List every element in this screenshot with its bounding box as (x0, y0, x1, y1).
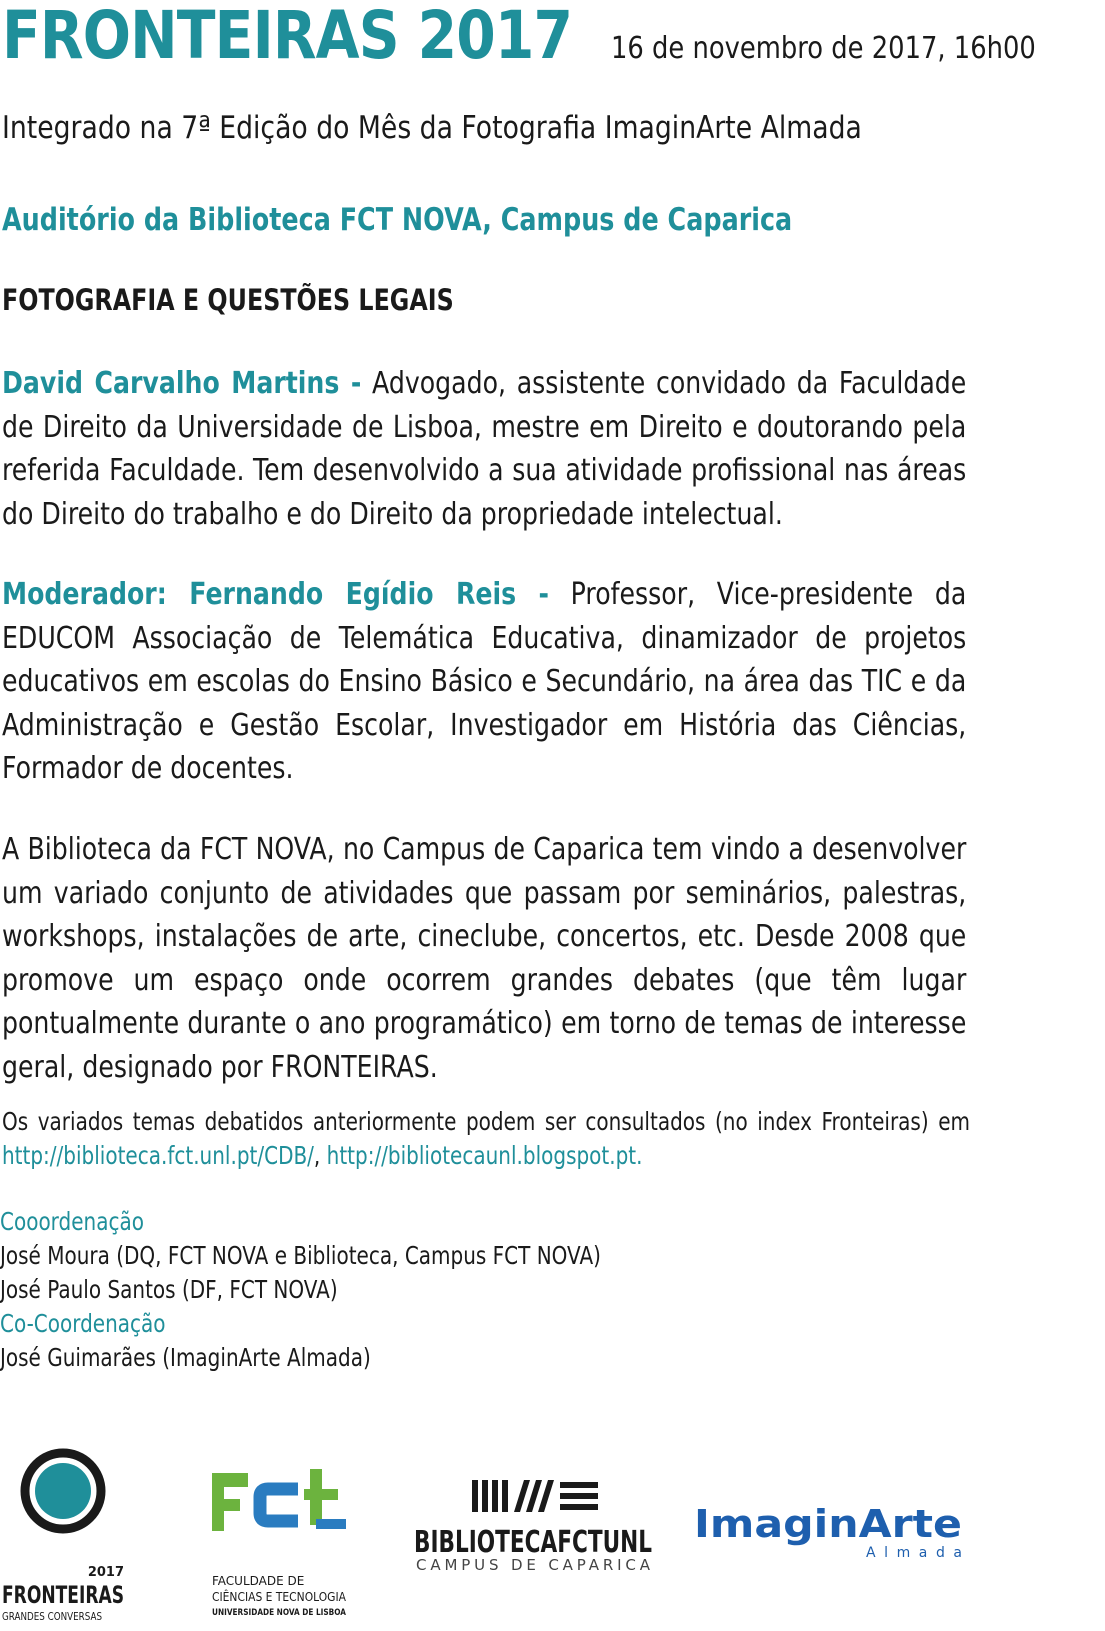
co-coordination-label: Co-Coordenação (0, 1309, 166, 1338)
imaginarte-name: ImaginArte (694, 1502, 962, 1546)
co-coordinator-1: José Guimarães (ImaginArte Almada) (0, 1343, 371, 1372)
speaker-bio: Advogado, assistente convidado da Faculdade de Direito da Universidade de Lisboa, mestre em Direito e doutorando pela referida Faculdade. Tem desenvolvido a sua atividade profissional nas áreas do Direito do trabalho e do Direito da propriedade intelectual. (2, 366, 967, 532)
biblioteca-sub: CAMPUS DE CAPARICA (416, 1556, 650, 1574)
link-separator: , (313, 1141, 327, 1170)
biblioteca-name: BIBLIOTECAFCTUNL (414, 1525, 652, 1560)
previous-text: Os variados temas debatidos anteriormente podem ser consultados (no index Fronteiras) em (2, 1107, 970, 1136)
moderator-bio: Professor, Vice-presidente da EDUCOM Associação de Telemática Educativa, dinamizador de projetos educativos em escolas do Ensino Básico e Secundário, na área das TIC e da Administração e Gestão Escolar, Investigador em História das Ciências, Formador de docentes. (2, 577, 967, 786)
fronteiras-sub: GRANDES CONVERSAS (2, 1610, 103, 1623)
moderator-name: Moderador: Fernando Egídio Reis - (2, 577, 549, 612)
imaginarte-sub: Almada (866, 1545, 962, 1561)
previous-topics (2, 1105, 970, 1173)
coordinator-1: José Moura (DQ, FCT NOVA e Biblioteca, Campus FCT NOVA) (0, 1241, 601, 1270)
topic-heading: FOTOGRAFIA E QUESTÕES LEGAIS (2, 283, 454, 317)
coordination-label: Cooordenação (0, 1207, 144, 1236)
coordinator-2: José Paulo Santos (DF, FCT NOVA) (0, 1275, 338, 1304)
page-title: FRONTEIRAS 2017 (2, 0, 573, 74)
fct-line-3: UNIVERSIDADE NOVA DE LISBOA (212, 1608, 347, 1618)
integrado-text: Integrado na 7ª Edição do Mês da Fotografia ImaginArte Almada (2, 110, 862, 146)
fct-line-2: CIÊNCIAS E TECNOLOGIA (212, 1590, 362, 1604)
credits (0, 1205, 601, 1375)
fronteiras-year: 2017 (87, 1565, 124, 1580)
fct-logo (208, 1463, 362, 1631)
venue: Auditório da Biblioteca FCT NOVA, Campus de Caparica (2, 202, 793, 238)
event-date: 16 de novembro de 2017, 16h00 (611, 31, 1036, 66)
imaginarte-logo (688, 1495, 1015, 1575)
about-paragraph: A Biblioteca da FCT NOVA, no Campus de Caparica tem vindo a desenvolver um variado conjunto de atividades que passam por seminários, palestras, workshops, instalações de arte, cineclube, concertos, etc. Desde 2008 que promove um espaço onde ocorrem grandes debates (que têm lugar pontualmente durante o ano programático) em torno de temas de interesse geral, designado por FRONTEIRAS. (2, 832, 967, 1085)
link-cdb[interactable]: http://biblioteca.fct.unl.pt/CDB/ (2, 1141, 314, 1170)
fronteiras-logo (0, 1443, 130, 1631)
speaker-paragraph (2, 362, 966, 536)
biblioteca-logo (410, 1470, 660, 1631)
link-blog[interactable]: http://bibliotecaunl.blogspot.pt. (326, 1141, 643, 1170)
speaker-name: David Carvalho Martins - (2, 366, 362, 401)
fct-line-1: FACULDADE DE (212, 1574, 305, 1588)
header (2, 0, 1105, 72)
fronteiras-name: FRONTEIRAS (2, 1581, 124, 1609)
moderator-paragraph (2, 573, 966, 791)
